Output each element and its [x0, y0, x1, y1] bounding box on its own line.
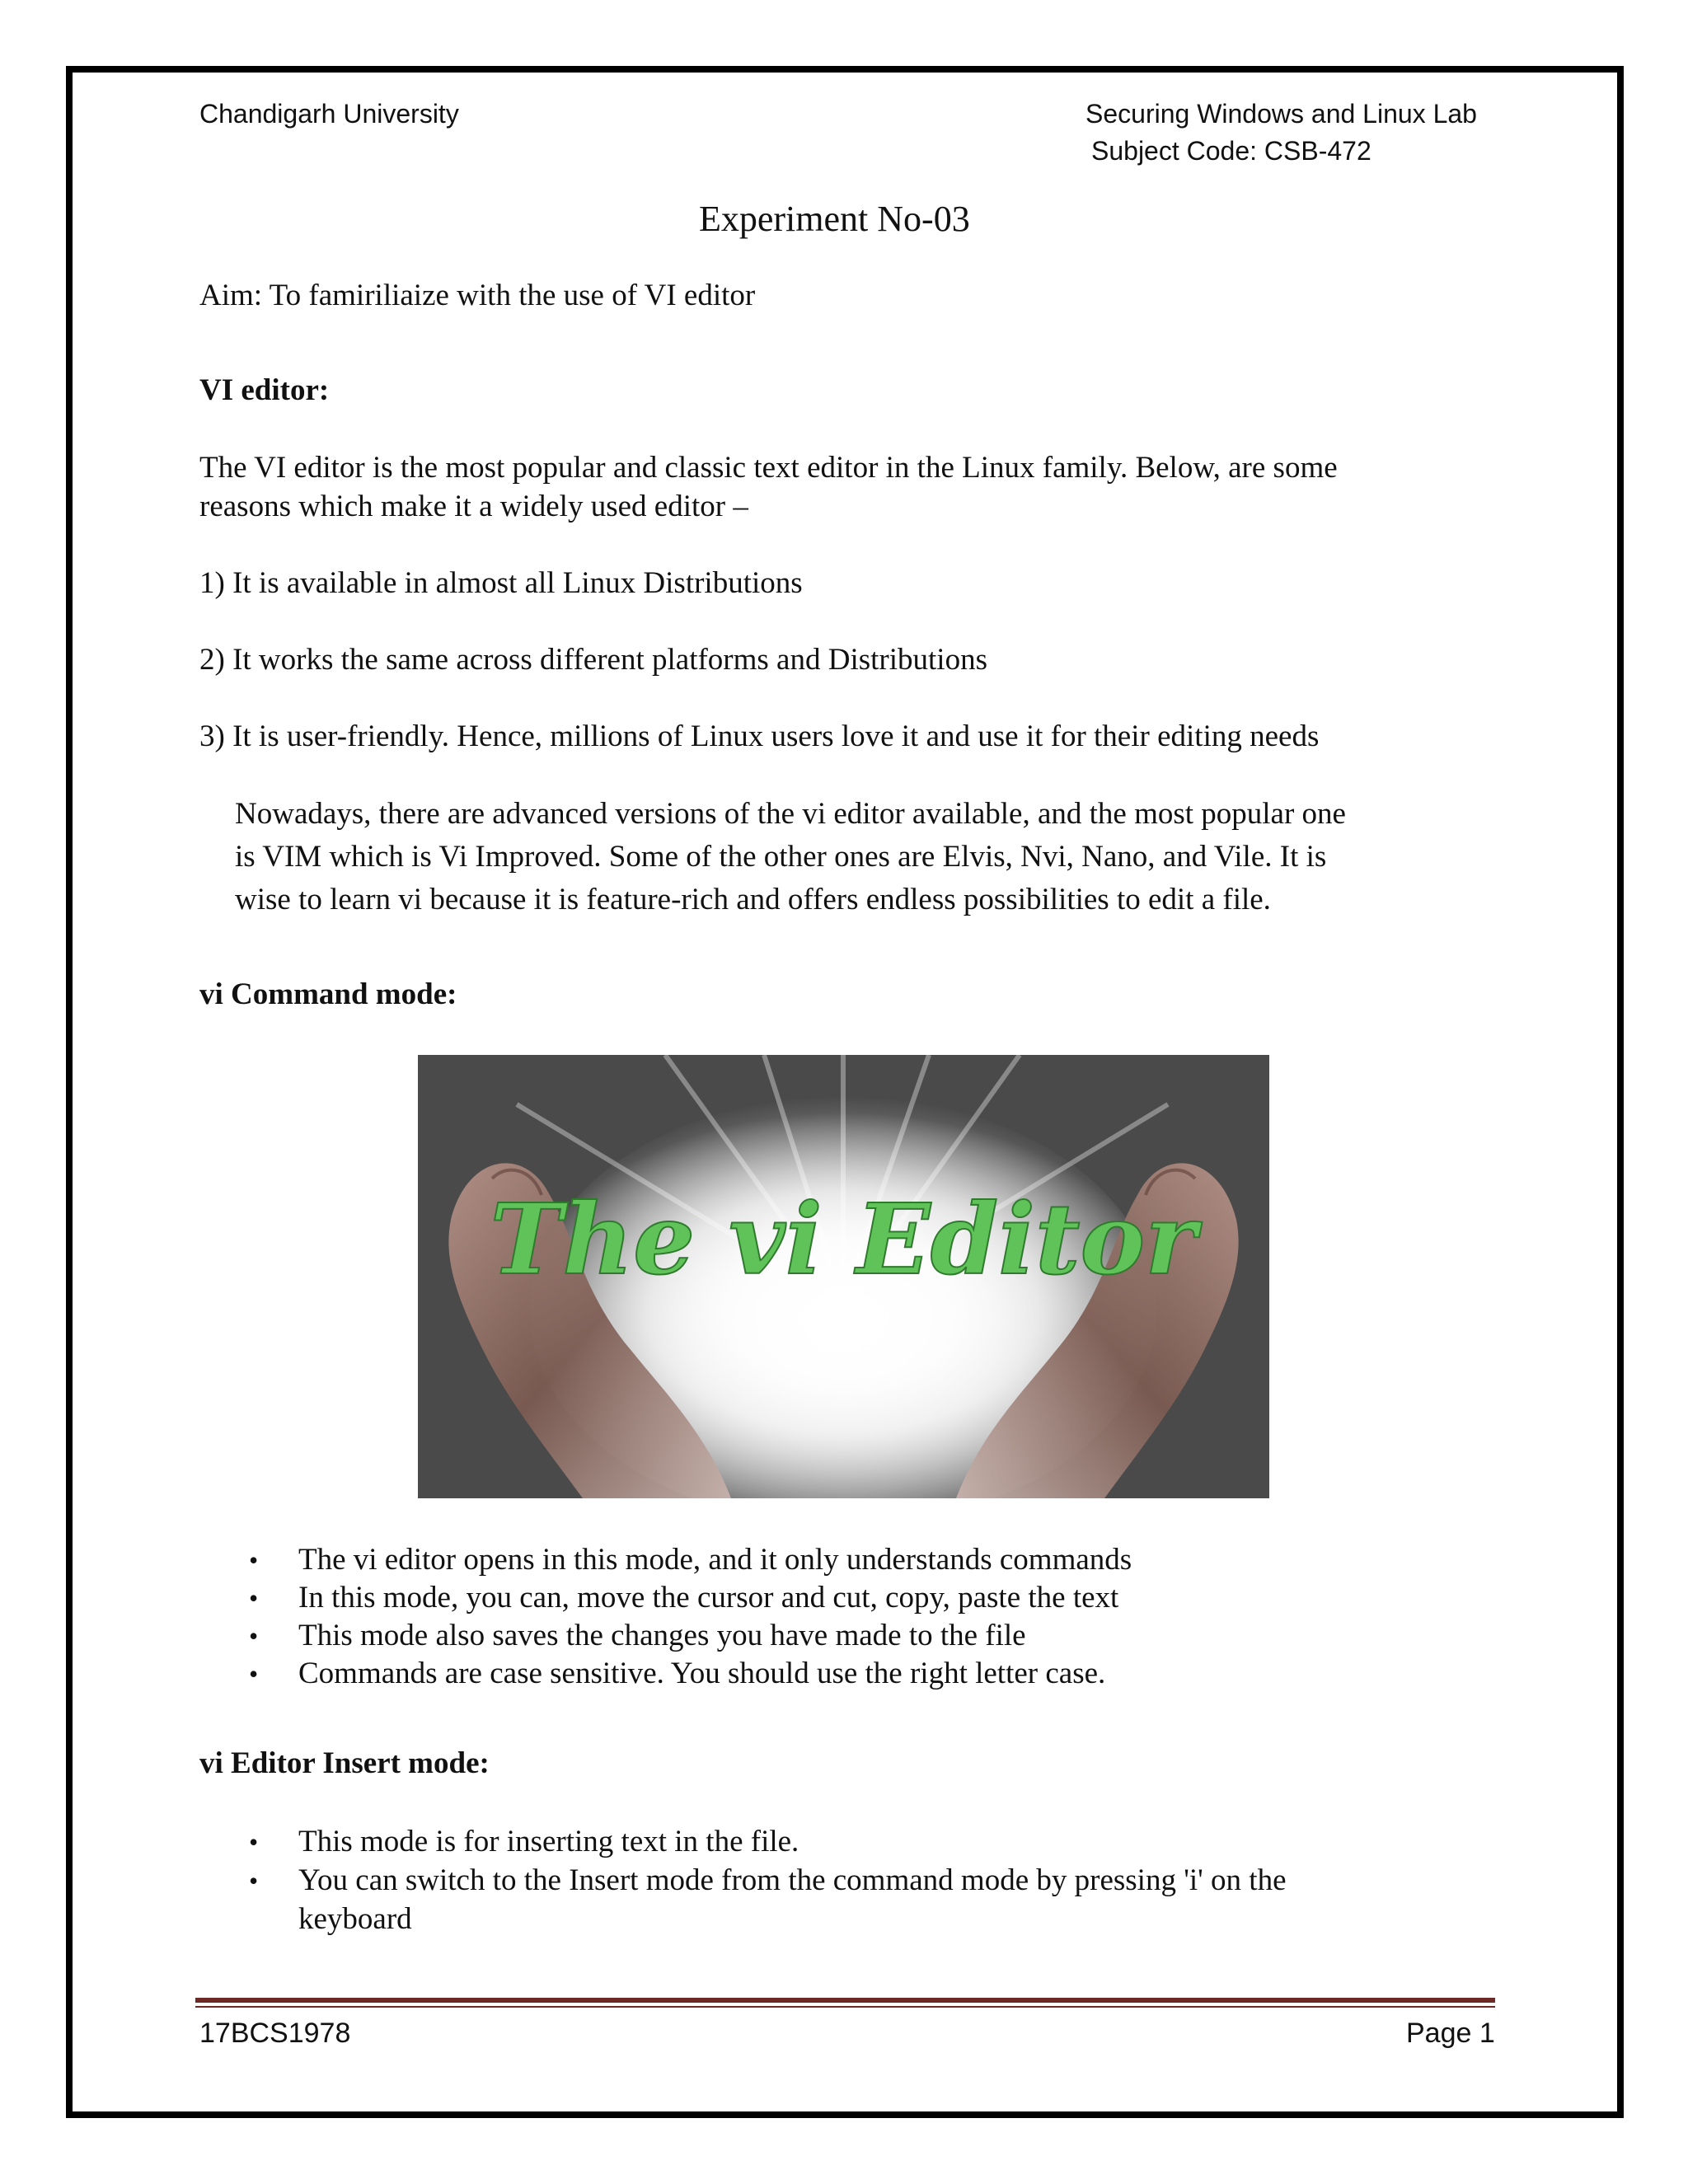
insert-mode-heading: vi Editor Insert mode:: [199, 1746, 490, 1780]
vi-editor-illustration-svg: [418, 1055, 1269, 1498]
bullet-icon: •: [249, 1659, 259, 1689]
bullet-text: This mode is for inserting text in the file.: [298, 1825, 799, 1858]
bullet-text: This mode also saves the changes you have made to the file: [298, 1619, 1026, 1652]
list-item: [0, 1860, 1688, 1898]
vi-editor-heading: VI editor:: [199, 373, 330, 407]
list-item-continuation: [0, 1899, 1688, 1937]
reason-item: 2) It works the same across different platforms and Distributions: [199, 643, 987, 677]
footer-roll-number: 17BCS1978: [199, 2018, 351, 2049]
reason-item: 1) It is available in almost all Linux Distributions: [199, 566, 803, 600]
list-item: [0, 1540, 1688, 1577]
bullet-icon: •: [249, 1545, 259, 1575]
intro-line-2: reasons which make it a widely used editor –: [199, 490, 748, 523]
header-subject-code: Subject Code: CSB-472: [1091, 136, 1372, 166]
nowadays-line-1: Nowadays, there are advanced versions of the vi editor available, and the most popular one: [235, 797, 1346, 831]
bullet-text: In this mode, you can, move the cursor and cut, copy, paste the text: [298, 1581, 1119, 1615]
header-lab-name: Securing Windows and Linux Lab: [1085, 99, 1477, 129]
vi-editor-illustration: [418, 1055, 1269, 1498]
bullet-icon: •: [249, 1621, 259, 1651]
bullet-icon: •: [249, 1583, 259, 1613]
aim-text: Aim: To famiriliaize with the use of VI editor: [199, 279, 756, 312]
reason-item: 3) It is user-friendly. Hence, millions of Linux users love it and use it for their editing needs: [199, 719, 1320, 753]
command-mode-heading: vi Command mode:: [199, 977, 457, 1011]
logo-text: The vi Editor: [490, 1182, 1197, 1296]
page-title: Experiment No-03: [699, 199, 970, 239]
bullet-text: keyboard: [298, 1902, 412, 1936]
footer-page-label: Page 1: [1406, 2018, 1495, 2049]
bullet-text: You can switch to the Insert mode from the command mode by pressing 'i' on the: [298, 1863, 1287, 1897]
bullet-text: Commands are case sensitive. You should use the right letter case.: [298, 1657, 1106, 1690]
nowadays-line-3: wise to learn vi because it is feature-rich and offers endless possibilities to edit a file.: [235, 883, 1271, 916]
intro-line-1: The VI editor is the most popular and classic text editor in the Linux family. Below, are some: [199, 451, 1338, 485]
bullet-text: The vi editor opens in this mode, and it only understands commands: [298, 1543, 1132, 1577]
footer-rule-thin: [195, 2006, 1495, 2008]
list-item: [0, 1821, 1688, 1859]
bullet-icon: •: [249, 1866, 259, 1896]
nowadays-line-2: is VIM which is Vi Improved. Some of the other ones are Elvis, Nvi, Nano, and Vile. It is: [235, 840, 1327, 874]
list-item: [0, 1615, 1688, 1653]
list-item: [0, 1577, 1688, 1615]
list-item: [0, 1653, 1688, 1691]
bullet-icon: •: [249, 1827, 259, 1857]
footer-rule-thick: [195, 1998, 1495, 2003]
header-university: Chandigarh University: [199, 99, 459, 129]
